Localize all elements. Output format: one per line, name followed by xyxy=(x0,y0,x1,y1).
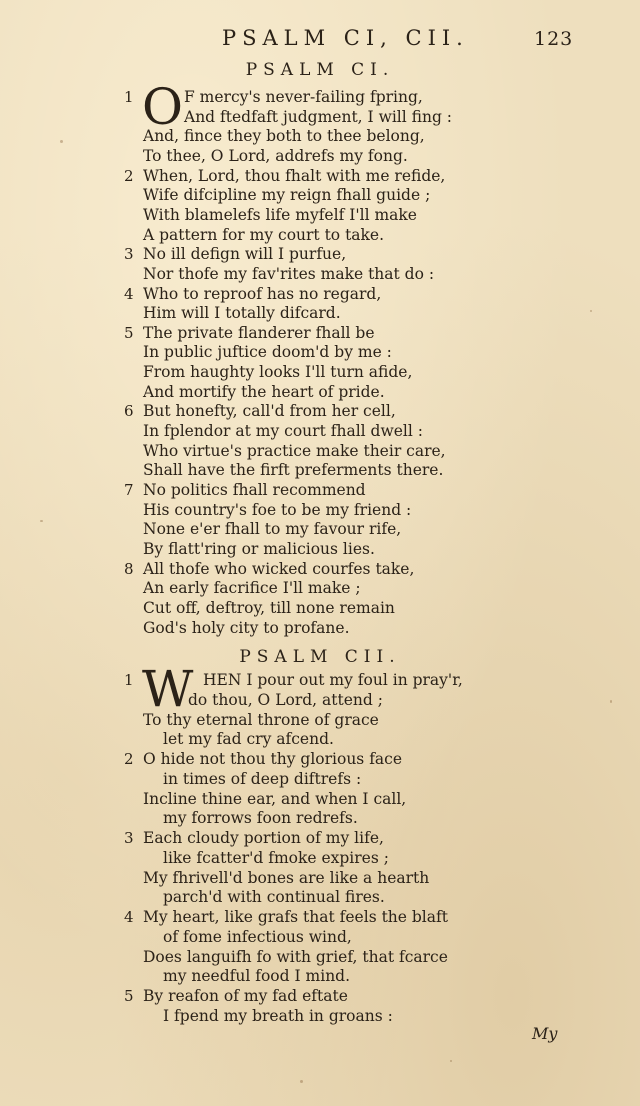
verse-line xyxy=(0,868,640,888)
verse-text: Each cloudy portion of my life, xyxy=(143,829,384,847)
verse-line xyxy=(0,460,640,480)
verse-line xyxy=(0,500,640,520)
verse-text: F mercy's never-failing fpring, xyxy=(184,88,423,106)
verse-text: To thy eternal throne of grace xyxy=(143,710,379,729)
verse-line xyxy=(0,480,640,500)
verse-line xyxy=(0,342,640,362)
verse-line xyxy=(0,421,640,441)
verse-line xyxy=(0,362,640,382)
verse-text: By reafon of my fad eftate xyxy=(143,987,348,1005)
verse-line xyxy=(0,947,640,967)
verse-text: let my fad cry afcend. xyxy=(163,730,334,749)
verse-line xyxy=(0,126,640,146)
verse-line xyxy=(0,749,640,769)
verse-text: With blamelefs life myfelf I'll make xyxy=(143,205,417,224)
verse-number: 1 xyxy=(124,88,134,106)
verse-line xyxy=(0,710,640,730)
verse-text: in times of deep diftrefs : xyxy=(163,769,362,788)
verse-text: like fcatter'd fmoke expires ; xyxy=(163,848,389,867)
verse-line xyxy=(0,986,640,1006)
verse-number: 5 xyxy=(124,323,134,342)
verse-number: 2 xyxy=(124,750,134,768)
verse-number: 4 xyxy=(124,284,134,303)
verse-text: O hide not thou thy glorious face xyxy=(143,750,403,768)
verse-line xyxy=(0,87,640,107)
verse-line xyxy=(0,578,640,598)
verse-line xyxy=(0,907,640,927)
verse-text: Cut off, deftroy, till none remain xyxy=(143,598,395,617)
verse-line xyxy=(0,598,640,618)
verse-line xyxy=(0,166,640,186)
verse-number: 5 xyxy=(124,987,134,1005)
verse-text: An early facrifice I'll make ; xyxy=(143,579,361,598)
verse-line xyxy=(0,1006,640,1026)
verse-line xyxy=(0,539,640,559)
verse-text: When, Lord, thou fhalt with me refide, xyxy=(143,166,446,185)
verse-text: My heart, like grafs that feels the blaft xyxy=(143,908,448,926)
verse-line xyxy=(0,729,640,749)
verse-text: do thou, O Lord, attend ; xyxy=(188,690,383,709)
verse-text: HEN I pour out my foul in pray'r, xyxy=(203,671,463,689)
verse-text: And, fince they both to thee belong, xyxy=(143,127,425,146)
verse-text: Shall have the firft preferments there. xyxy=(143,461,444,480)
verse-line xyxy=(0,769,640,789)
verse-line xyxy=(0,848,640,868)
verse-text: No ill defign will I purfue, xyxy=(143,245,347,264)
verse-line xyxy=(0,401,640,421)
verse-line xyxy=(0,284,640,304)
verse-number: 8 xyxy=(124,559,134,578)
verse-line xyxy=(0,927,640,947)
verse-text: Does languifh fo with grief, that fcarce xyxy=(143,947,448,966)
verse-text: All thofe who wicked courfes take, xyxy=(143,559,415,578)
verse-line xyxy=(0,225,640,245)
drop-cap: W xyxy=(142,660,194,718)
verse-line xyxy=(0,966,640,986)
page-number: 123 xyxy=(534,28,574,50)
psalm-cii-title: PSALM CII. xyxy=(239,647,401,667)
verse-line xyxy=(0,303,640,323)
verse-line xyxy=(0,107,640,127)
verse-line xyxy=(0,146,640,166)
verse-text: Who virtue's practice make their care, xyxy=(143,441,446,460)
verse-text: my needful food I mind. xyxy=(163,967,351,986)
verse-text: None e'er fhall to my favour rife, xyxy=(143,520,402,539)
verse-text: But honefty, call'd from her cell, xyxy=(143,402,396,421)
verse-line xyxy=(0,264,640,284)
verse-text: Nor thofe my fav'rites make that do : xyxy=(143,264,435,283)
verse-line xyxy=(0,808,640,828)
verse-text: Incline thine ear, and when I call, xyxy=(143,789,407,808)
verse-text: Who to reproof has no regard, xyxy=(143,284,382,303)
verse-line xyxy=(0,789,640,809)
verse-text: In fplendor at my court fhall dwell : xyxy=(143,422,423,441)
verse-text: No politics fhall recommend xyxy=(143,481,366,499)
verse-number: 4 xyxy=(124,908,134,926)
verse-text: parch'd with continual fires. xyxy=(163,888,385,907)
verse-text: God's holy city to profane. xyxy=(143,618,350,637)
verse-text: His country's foe to be my friend : xyxy=(143,500,412,519)
verse-text: By flatt'ring or malicious lies. xyxy=(143,539,375,558)
verse-line xyxy=(0,690,640,710)
drop-cap: O xyxy=(142,78,183,136)
psalm-ci-title: PSALM CI. xyxy=(245,60,395,80)
verse-line xyxy=(0,887,640,907)
verse-text: Wife difcipline my reign fhall guide ; xyxy=(143,186,431,205)
verse-text: Him will I totally difcard. xyxy=(143,304,341,323)
catchword: My xyxy=(532,1024,558,1043)
verse-text: my forrows foon redrefs. xyxy=(163,809,358,828)
verse-text: And ftedfaft judgment, I will fing : xyxy=(184,107,453,126)
verse-line xyxy=(0,559,640,579)
verse-number: 3 xyxy=(124,829,134,847)
verse-text: My fhrivell'd bones are like a hearth xyxy=(143,868,430,887)
verse-line xyxy=(0,185,640,205)
verse-number: 6 xyxy=(124,402,134,421)
verse-text: The private flanderer fhall be xyxy=(143,323,375,342)
verse-text: I fpend my breath in groans : xyxy=(163,1006,393,1025)
verse-text: of fome infectious wind, xyxy=(163,927,352,946)
verse-text: In public juftice doom'd by me : xyxy=(143,343,392,362)
verse-line xyxy=(0,828,640,848)
running-title: PSALM CI, CII. xyxy=(222,26,469,50)
verse-text: And mortify the heart of pride. xyxy=(143,382,385,401)
verse-text: To thee, O Lord, addrefs my fong. xyxy=(143,146,408,165)
verse-line xyxy=(0,441,640,461)
verse-line xyxy=(0,244,640,264)
verse-text: A pattern for my court to take. xyxy=(143,225,385,244)
verse-line xyxy=(0,670,640,690)
verse-line xyxy=(0,519,640,539)
verse-number: 7 xyxy=(124,481,134,499)
running-head xyxy=(0,26,640,52)
verse-line xyxy=(0,323,640,343)
verse-number: 3 xyxy=(124,245,134,264)
verse-line xyxy=(0,205,640,225)
verse-number: 2 xyxy=(124,166,134,185)
verse-number: 1 xyxy=(124,671,134,689)
verse-line xyxy=(0,618,640,638)
verse-line xyxy=(0,382,640,402)
verse-text: From haughty looks I'll turn afide, xyxy=(143,363,413,382)
